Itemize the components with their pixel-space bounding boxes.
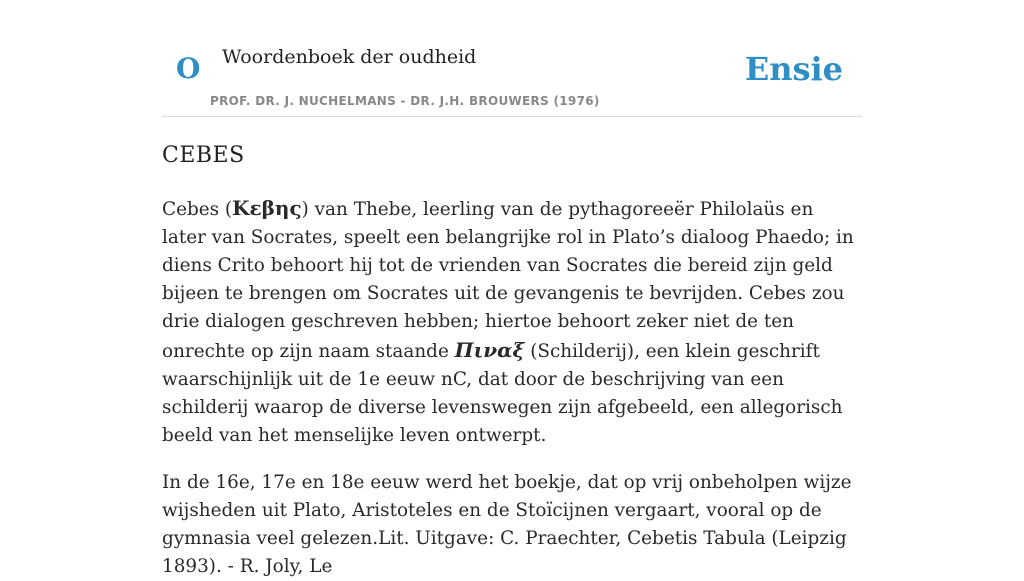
page [162, 0, 862, 581]
para-text: ) van Thebe, leerling van de pythagoreeër Philolaüs en later van Socrates, speelt een belangrijke rol in Plato’s dialoog Phaedo; in diens Crito behoort hij tot de vrienden van Socrates die bereid zijn geld bijeen te brengen om Socrates uit de gevangenis te bevrijden. Cebes zou drie dialogen geschreven hebben; hiertoe behoort zeker niet de ten onrechte op zijn naam staande [162, 199, 854, 362]
greek-term: Πιναξ [454, 338, 525, 362]
entry-paragraph-2: In de 16e, 17e en 18e eeuw werd het boekje, dat op vrij onbeholpen wijze wijsheden uit Plato, Aristoteles en de Stoïcijnen vergaart, vooral op de gymnasia veel gelezen.Lit. Uitgave: C. Praechter, Cebetis Tabula (Leipzig 1893). - R. Joly, Le [162, 472, 852, 577]
header [162, 0, 862, 117]
book-title[interactable]: Woordenboek der oudheid [222, 46, 477, 68]
ensie-logo-link[interactable]: Ensie [744, 50, 843, 88]
book-authors: PROF. DR. J. NUCHELMANS - DR. J.H. BROUWERS (1976) [210, 94, 600, 108]
para-text: (Schilderij), een klein geschrift waarschijnlijk uit de 1e eeuw nC, dat door de beschrijving van een schilderij waarop de diverse levenswegen zijn afgebeeld, een allegorisch beeld van het menselijke leven ontwerpt. [162, 341, 843, 446]
entry-paragraph-1 [162, 194, 862, 450]
entry-title: CEBES [162, 143, 245, 168]
para-text: Cebes ( [162, 199, 233, 220]
greek-term: Κεβης [232, 196, 302, 220]
letter-index[interactable]: O [176, 52, 201, 85]
